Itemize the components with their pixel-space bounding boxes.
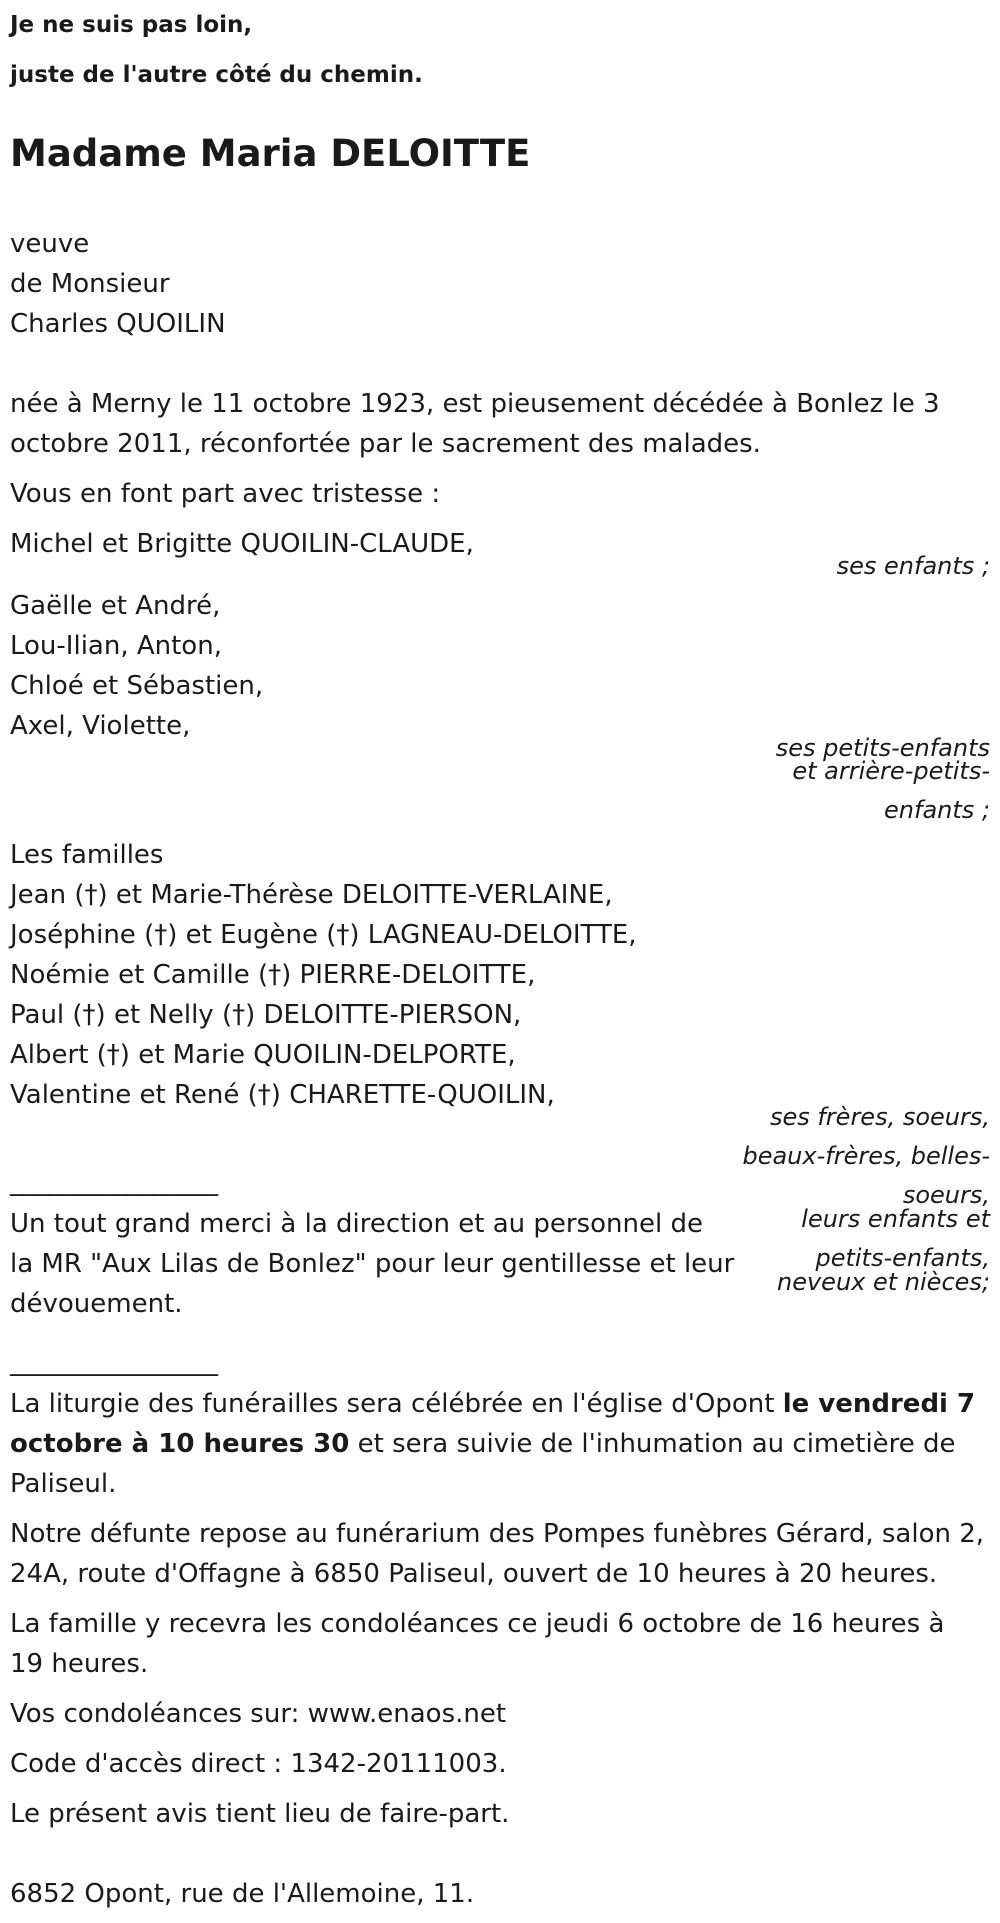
grandchildren-relation-3: enfants ; [884, 796, 990, 824]
family-line-6: Valentine et René (†) CHARETTE-QUOILIN, [10, 1080, 555, 1110]
family-line-1: Jean (†) et Marie-Thérèse DELOITTE-VERLAINE, [10, 880, 613, 910]
family-line-2: Joséphine (†) et Eugène (†) LAGNEAU-DELOITTE, [10, 920, 637, 950]
funeral-text-2: et sera suivie de l'inhumation au cimetière de Paliseul. [10, 1429, 956, 1499]
spouse-line-1: veuve [10, 229, 90, 259]
access-code: Code d'accès direct : 1342-20111003. [10, 1749, 507, 1779]
thanks-line-1: Un tout grand merci à la direction et au personnel de [10, 1209, 703, 1239]
thanks-line-2: la MR "Aux Lilas de Bonlez" pour leur gentillesse et leur [10, 1249, 735, 1279]
families-header: Les familles [10, 840, 164, 870]
family-line-3: Noémie et Camille (†) PIERRE-DELOITTE, [10, 960, 536, 990]
online-condolences: Vos condoléances sur: www.enaos.net [10, 1699, 507, 1729]
grandchild-line-4: Axel, Violette, [10, 711, 191, 741]
families-relation-2: beaux-frères, belles- [742, 1142, 990, 1170]
children-names: Michel et Brigitte QUOILIN-CLAUDE, [10, 529, 474, 559]
separator-2: ________________ [10, 1347, 218, 1377]
condolences-paragraph: La famille y recevra les condoléances ce jeudi 6 octobre de 16 heures à 19 heures. [10, 1609, 945, 1679]
family-line-4: Paul (†) et Nelly (†) DELOITTE-PIERSON, [10, 1000, 522, 1030]
funeral-date: le vendredi 7 octobre à 10 heures 30 [10, 1389, 976, 1459]
grandchild-line-2: Lou-Ilian, Anton, [10, 631, 222, 661]
funeral-text-1: La liturgie des funérailles sera célébrée en l'église d'Opont [10, 1389, 783, 1419]
grandchildren-relation-1: ses petits-enfants [775, 734, 990, 762]
spouse-line-2: de Monsieur [10, 269, 170, 299]
epigraph-line-1: Je ne suis pas loin, [10, 12, 253, 38]
families-relation-1: ses frères, soeurs, [769, 1103, 990, 1131]
death-info-line-1: née à Merny le 11 octobre 1923, est pieusement décédée à Bonlez le 3 [10, 389, 940, 419]
deceased-name: Madame Maria DELOITTE [10, 132, 531, 175]
grandchild-line-1: Gaëlle et André, [10, 591, 221, 621]
notice-text: Le présent avis tient lieu de faire-part. [10, 1799, 510, 1829]
address: 6852 Opont, rue de l'Allemoine, 11. [10, 1879, 475, 1909]
death-info-line-2: octobre 2011, réconfortée par le sacrement des malades. [10, 429, 761, 459]
families-relation-6: neveux et nièces; [777, 1268, 990, 1296]
grandchildren-relation-2: et arrière-petits- [792, 757, 990, 785]
family-line-5: Albert (†) et Marie QUOILIN-DELPORTE, [10, 1040, 516, 1070]
repose-paragraph: Notre défunte repose au funérarium des Pompes funèbres Gérard, salon 2, 24A, route d'Offagne à 6850 Paliseul, ouvert de 10 heures à 20 heures. [10, 1519, 985, 1589]
announce-text: Vous en font part avec tristesse : [10, 479, 441, 509]
families-relation-5: petits-enfants, [815, 1244, 990, 1272]
children-relation: ses enfants ; [836, 552, 990, 580]
families-relation-3: soeurs, [902, 1181, 990, 1209]
thanks-line-3: dévouement. [10, 1289, 183, 1319]
funeral-paragraph [10, 1384, 985, 1504]
grandchild-line-3: Chloé et Sébastien, [10, 671, 264, 701]
separator-1: ________________ [10, 1167, 218, 1197]
families-relation-4: leurs enfants et [801, 1205, 990, 1233]
spouse-line-3: Charles QUOILIN [10, 309, 226, 339]
epigraph-line-2: juste de l'autre côté du chemin. [10, 62, 423, 88]
